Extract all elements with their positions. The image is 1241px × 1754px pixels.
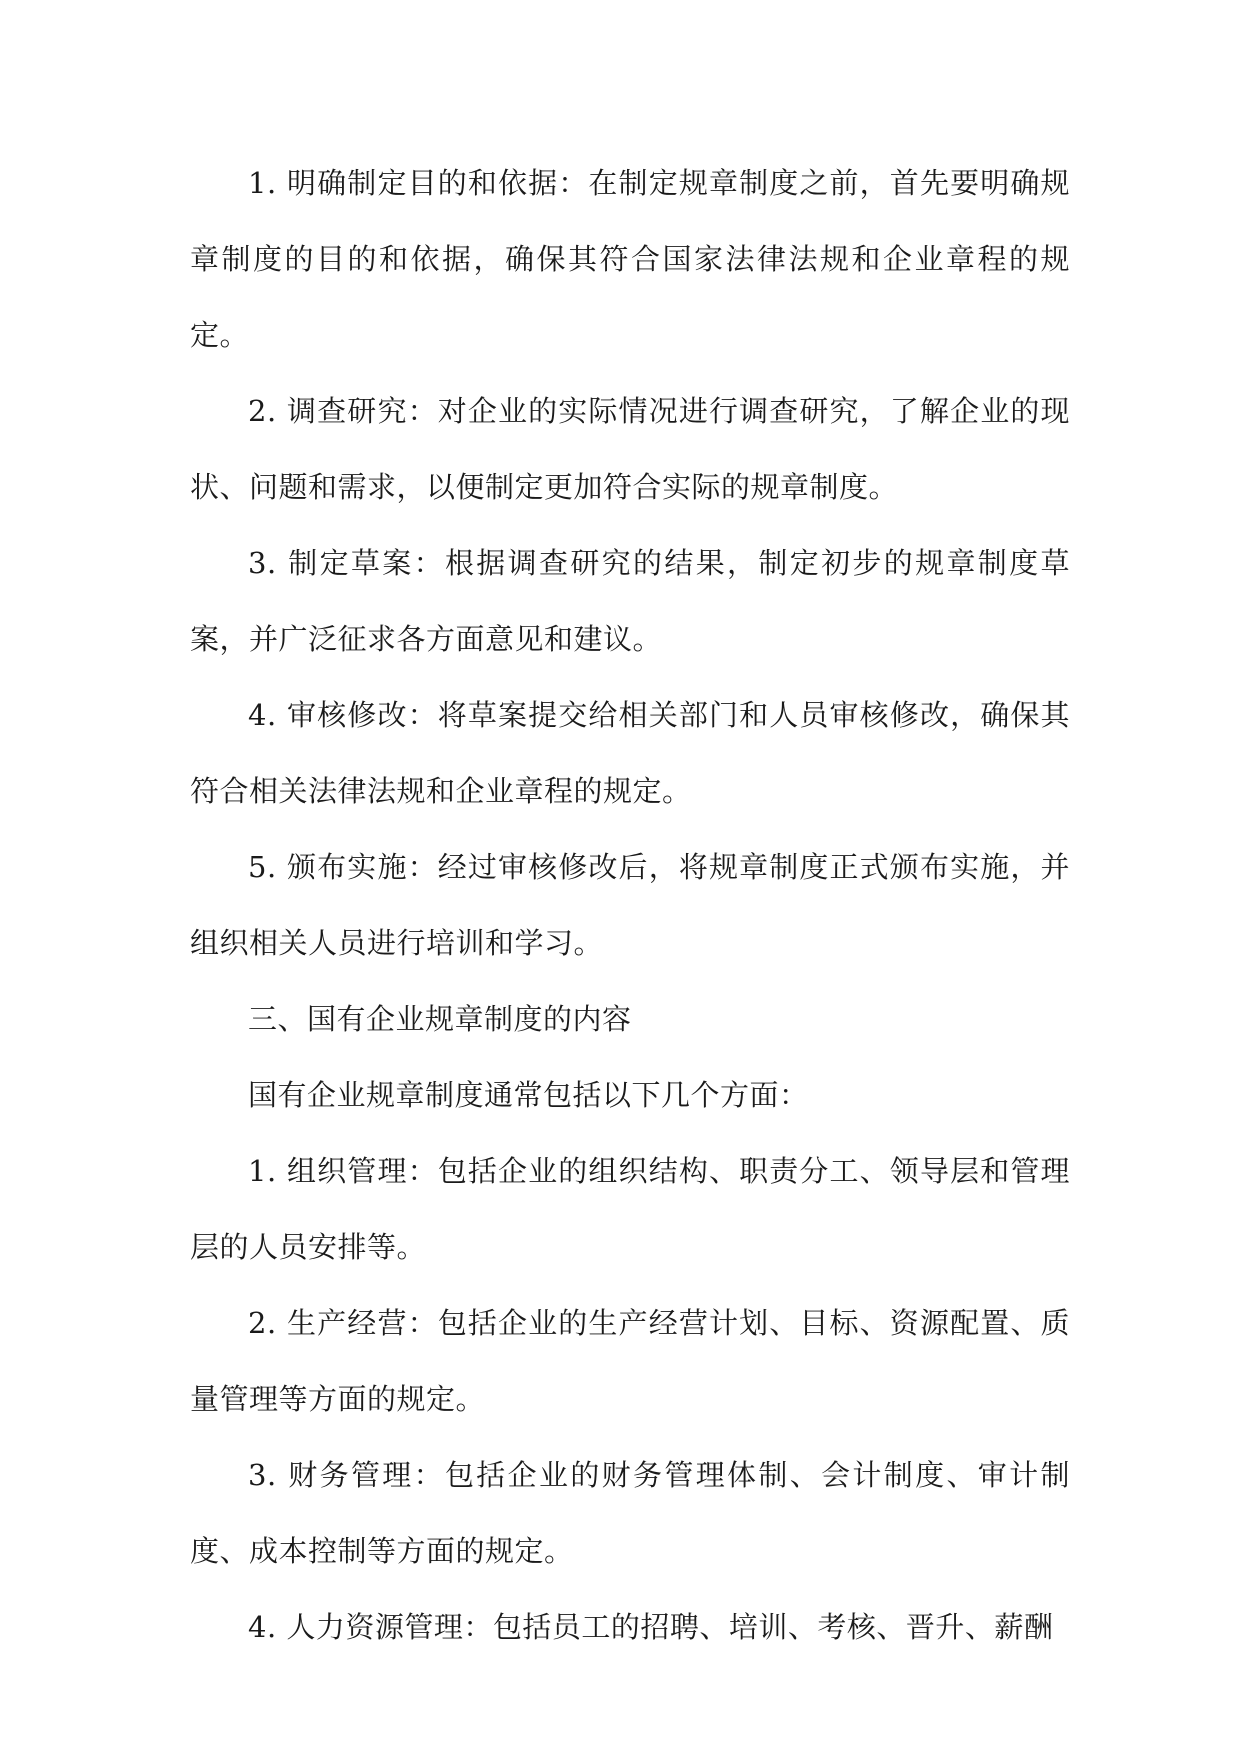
paragraph-content-2: 2. 生产经营：包括企业的生产经营计划、目标、资源配置、质量管理等方面的规定。: [190, 1306, 1070, 1416]
paragraph-step-2: 2. 调查研究：对企业的实际情况进行调查研究，了解企业的现状、问题和需求，以便制定更加符合实际的规章制度。: [190, 394, 1070, 504]
paragraph-step-5: 5. 颁布实施：经过审核修改后，将规章制度正式颁布实施，并组织相关人员进行培训和学习。: [190, 850, 1070, 960]
paragraph-content-1: 1. 组织管理：包括企业的组织结构、职责分工、领导层和管理层的人员安排等。: [190, 1154, 1070, 1264]
paragraph-step-1: 1. 明确制定目的和依据：在制定规章制度之前，首先要明确规章制度的目的和依据，确保其符合国家法律法规和企业章程的规定。: [190, 166, 1070, 352]
paragraph-content-3: 3. 财务管理：包括企业的财务管理体制、会计制度、审计制度、成本控制等方面的规定。: [190, 1458, 1070, 1568]
section-heading: 三、国有企业规章制度的内容: [248, 1002, 632, 1036]
paragraph-step-4: 4. 审核修改：将草案提交给相关部门和人员审核修改，确保其符合相关法律法规和企业章程的规定。: [190, 698, 1070, 808]
paragraph-step-3: 3. 制定草案：根据调查研究的结果，制定初步的规章制度草案，并广泛征求各方面意见和建议。: [190, 546, 1070, 656]
document-body: [190, 145, 1070, 1665]
paragraph-content-4: 4. 人力资源管理：包括员工的招聘、培训、考核、晋升、薪酬: [248, 1610, 1054, 1644]
section-intro: 国有企业规章制度通常包括以下几个方面：: [248, 1078, 809, 1112]
